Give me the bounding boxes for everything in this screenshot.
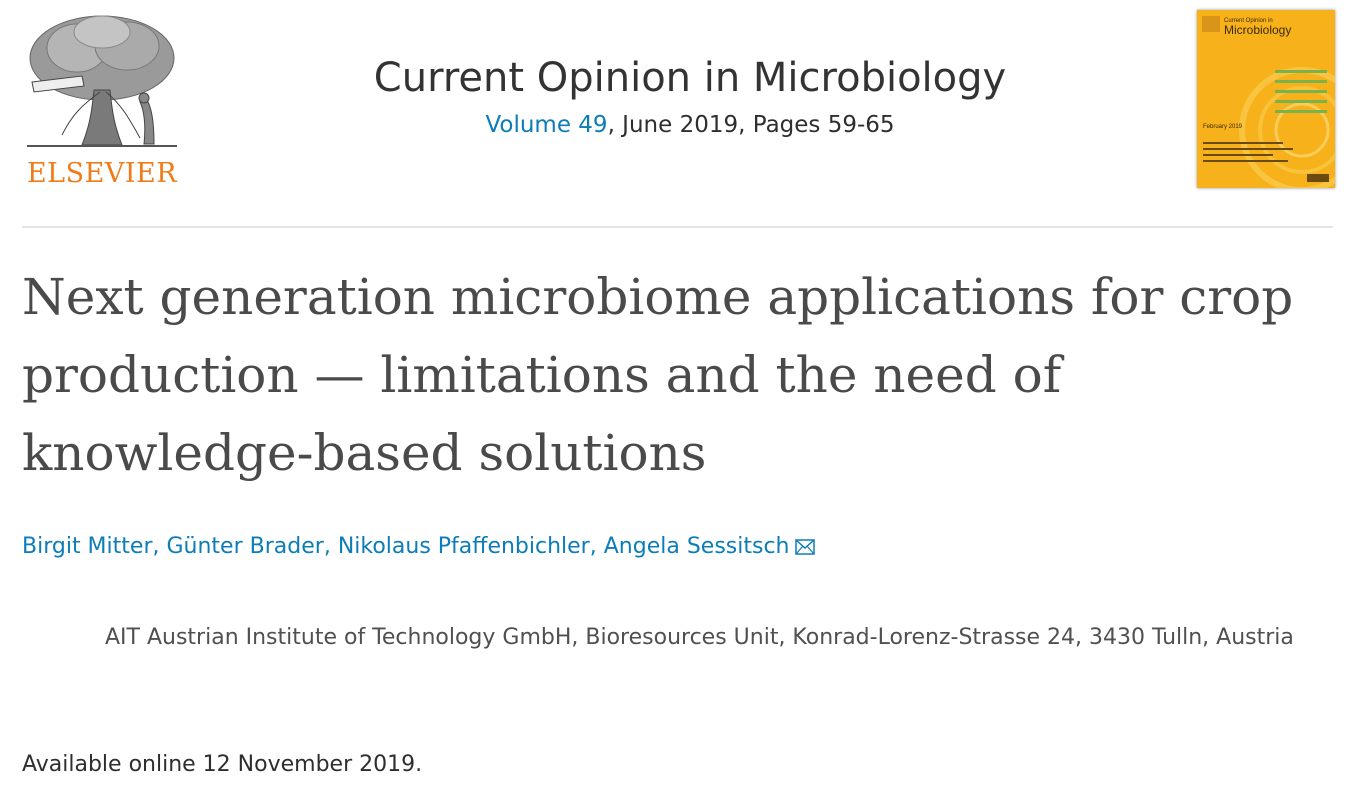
available-online-date: Available online 12 November 2019. [22,752,423,777]
author-separator: , [323,534,338,559]
journal-title-link[interactable]: Current Opinion in Microbiology [373,55,1007,101]
author-link[interactable]: Angela Sessitsch [603,534,790,559]
author-link[interactable]: Günter Brader [166,534,324,559]
cover-issue-label: February 2019 [1203,124,1243,130]
author-list [22,534,815,561]
affiliation: AIT Austrian Institute of Technology GmbH, Bioresources Unit, Konrad-Lorenz-Strasse 24, 3430 Tulln, Austria [105,625,1294,650]
article-title: Next generation microbiome applications for crop production — limitations and the need of knowledge-based solutions [22,268,1294,482]
author-separator: , [152,534,167,559]
issue-details: , June 2019, Pages 59-65 [607,112,895,138]
author-link[interactable]: Nikolaus Pfaffenbichler [337,534,590,559]
elsevier-tree-icon [22,10,182,150]
volume-link[interactable]: Volume 49 [485,112,608,138]
cover-art [1197,10,1335,188]
cover-header-big: Microbiology [1224,23,1292,37]
envelope-icon[interactable] [795,536,815,561]
issue-info [300,112,1080,138]
elsevier-logo[interactable] [22,10,182,190]
cover-header-small: Current Opinion in [1224,18,1273,24]
author-separator: , [589,534,604,559]
author-link[interactable]: Birgit Mitter [22,534,153,559]
journal-header [300,54,1080,138]
header-divider [22,226,1333,228]
journal-cover-image[interactable] [1197,10,1335,188]
elsevier-wordmark: ELSEVIER [26,158,178,189]
